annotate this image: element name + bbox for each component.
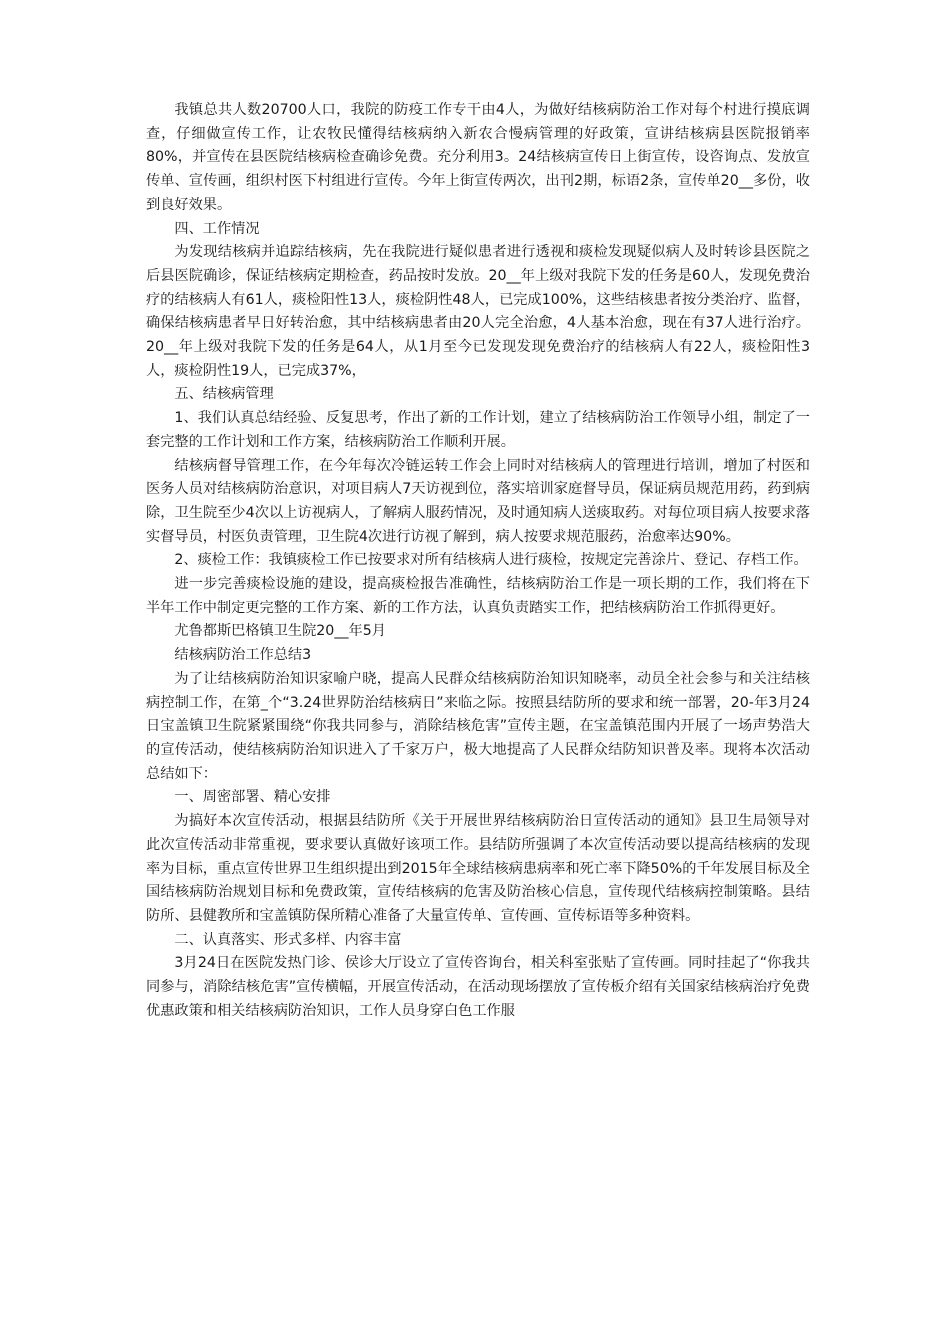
section-heading-deployment: 一、周密部署、精心安排 <box>174 789 331 806</box>
signature-line: 尤鲁都斯巴格镇卫生院20__年5月 <box>174 623 386 640</box>
paragraph-supervision: 结核病督导管理工作，在今年每次冷链运转工作会上同时对结核病人的管理进行培训，增加了村医和医务人员对结核病防治意识，对项目病人7天访视到位，落实培训家庭督导员，保证病员规范用药，药到病除，卫生院至少4次以上访视病人，了解病人服药情况，及时通知病人送痰取药。对每位项目病人按要求落实督导员，村医负责管理，卫生院4次进行访视了解到，病人按要求规范服药，治愈率达90%。 <box>146 457 810 545</box>
paragraph-improvement: 进一步完善痰检设施的建设，提高痰检报告准确性，结核病防治工作是一项长期的工作，我们将在下半年工作中制定更完整的工作方案、新的工作方法，认真负责踏实工作，把结核病防治工作抓得更好。 <box>146 576 810 616</box>
paragraph-intro: 为了让结核病防治知识家喻户晓，提高人民群众结核病防治知识知晓率，动员全社会参与和关注结核病控制工作，在第_个“3.24世界防治结核病日”来临之际。按照县结防所的要求和统一部署，20-年3月24日宝盖镇卫生院紧紧围绕“你我共同参与，消除结核危害”宣传主题，在宝盖镇范围内开展了一场声势浩大的宣传活动，使结核病防治知识进入了千家万户，极大地提高了人民群众结防知识普及率。现将本次活动总结如下： <box>146 670 810 782</box>
section-heading-tb-management: 五、结核病管理 <box>174 386 274 403</box>
paragraph-management-plan: 1、我们认真总结经验、反复思考，作出了新的工作计划，建立了结核病防治工作领导小组，制定了一套完整的工作计划和工作方案，结核病防治工作顺利开展。 <box>146 410 810 450</box>
paragraph-deployment: 为搞好本次宣传活动，根据县结防所《关于开展世界结核病防治日宣传活动的通知》县卫生局领导对此次宣传活动非常重视，要求要认真做好该项工作。县结防所强调了本次宣传活动要以提高结核病的发现率为目标，重点宣传世界卫生组织提出到2015年全球结核病患病率和死亡率下降50%的千年发展目标及全国结核病防治规划目标和免费政策，宣传结核病的危害及防治核心信息，宣传现代结核病控制策略。县结防所、县健教所和宝盖镇防保所精心准备了大量宣传单、宣传画、宣传标语等多种资料。 <box>146 813 810 924</box>
paragraph-work-status: 为发现结核病并追踪结核病，先在我院进行疑似患者进行透视和痰检发现疑似病人及时转诊县医院之后县医院确诊，保证结核病定期检查，药品按时发放。20__年上级对我院下发的任务是60人，发现免费治疗的结核病人有61人，痰检阳性13人，痰检阴性48人，已完成100%，这些结核患者按分类治疗、监督，确保结核病患者早日好转治愈，其中结核病患者由20人完全治愈，4人基本治愈，现在有37人进行治疗。20__年上级对我院下发的任务是64人，从1月至今已发现发现免费治疗的结核病人有22人，痰检阳性3人，痰检阴性19人，已完成37%， <box>146 244 810 379</box>
paragraph-implementation: 3月24日在医院发热门诊、侯诊大厅设立了宣传咨询台，相关科室张贴了宣传画。同时挂起了“你我共同参与，消除结核危害”宣传横幅，开展宣传活动，在活动现场摆放了宣传板介绍有关国家结核病治疗免费优惠政策和相关结核病防治知识，工作人员身穿白色工作服 <box>146 955 810 1019</box>
section-heading-implementation: 二、认真落实、形式多样、内容丰富 <box>174 931 402 948</box>
document-title-summary-3: 结核病防治工作总结3 <box>174 647 312 664</box>
paragraph-propaganda: 我镇总共人数20700人口，我院的防疫工作专干由4人，为做好结核病防治工作对每个村进行摸底调查，仔细做宣传工作，让农牧民懂得结核病纳入新农合慢病管理的好政策，宣讲结核病县医院报销率80%，并宣传在县医院结核病检查确诊免费。充分利用3。24结核病宣传日上街宣传，设咨询点、发放宣传单、宣传画，组织村医下村组进行宣传。今年上街宣传两次，出刊2期，标语2条，宣传单20__多份，收到良好效果。 <box>146 102 810 213</box>
paragraph-sputum-test: 2、痰检工作：我镇痰检工作已按要求对所有结核病人进行痰检，按规定完善涂片、登记、存档工作。 <box>174 552 808 569</box>
document-body <box>146 99 810 1023</box>
section-heading-work-status: 四、工作情况 <box>174 220 260 237</box>
